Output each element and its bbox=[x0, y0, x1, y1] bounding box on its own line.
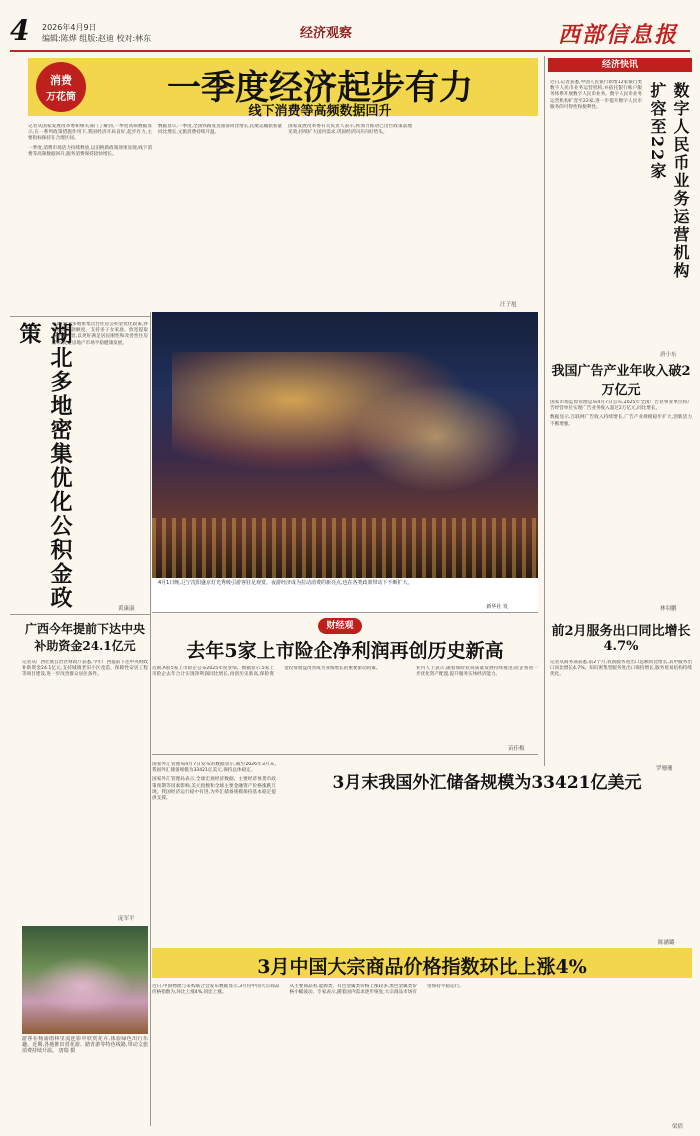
badge-line-2: 万花筒 bbox=[46, 92, 76, 103]
commodity-author: 梁倩 bbox=[672, 1124, 684, 1130]
flash-body-3 bbox=[550, 660, 692, 760]
flash-author-1: 唐小东 bbox=[660, 352, 677, 358]
photo-credit: 新华社 发 bbox=[486, 604, 508, 610]
divider bbox=[10, 316, 150, 317]
finance-badge: 财经观 bbox=[318, 618, 362, 634]
consumption-badge bbox=[36, 62, 86, 112]
divider bbox=[10, 614, 150, 615]
page-header bbox=[0, 0, 700, 62]
header-rule bbox=[10, 50, 690, 52]
lead-paragraph: 数据显示,一季度,全国铁路发送旅客同比增长,民航运输旅客量同比增长,文旅消费持续升温。 bbox=[158, 124, 282, 136]
flash-paragraph: 近日,记者获悉,中国人民银行新增12家银行类数字人民币业务运营机构,并依托银行账户服务体系开展数字人民币业务。数字人民币业务运营机构扩容至22家,进一步提升数字人民币服务的可得性和便利性。 bbox=[550, 80, 642, 110]
flower-photo bbox=[22, 926, 148, 1034]
commodity-title: 3月中国大宗商品价格指数环比上涨4% bbox=[257, 956, 587, 978]
lead-paragraph: 国家发展改革委有关负责人表示,将加力推动已出台政策落地见效,持续扩大国内需求,巩固经济回升向好势头。 bbox=[288, 124, 412, 136]
column-divider bbox=[150, 312, 151, 1126]
blossom-cluster bbox=[32, 956, 132, 1016]
flash-paragraph: 国家市场监督管理总局4月7日公布,2025年全国广告业事业单位和广告经营单位实现广告业务收入超过2万亿元,同比增长。 bbox=[550, 400, 692, 412]
lead-headline: 一季度经济起步有力 bbox=[167, 68, 473, 108]
badge-line-1: 消费 bbox=[50, 74, 72, 87]
column-divider bbox=[544, 56, 545, 766]
flash-body-1 bbox=[550, 80, 642, 358]
divider bbox=[152, 754, 538, 755]
page-number: 4 bbox=[10, 14, 30, 47]
photo-caption: 4月1日晚,辽宁沈阳盛京灯光秀吸引游客驻足观赏。夜游经济成为拉动消费的新亮点,也在各类政策带动下不断扩大。 bbox=[158, 580, 413, 586]
commodity-paragraph: 从主要商品看,能源类、有色金属类价格上涨较多,黑色金属类价格小幅波动。专家表示,随着国内需求逐步恢复,大宗商品市场有望保持平稳运行。 bbox=[289, 984, 464, 996]
lead-col-1 bbox=[28, 124, 152, 312]
guangxi-paragraph: 记者从广西壮族自治区财政厅获悉,今年广西提前下达中央财政补助资金24.1亿元,支持城镇老旧小区改造、保障性安居工程等项目建设,进一步改善群众居住条件。 bbox=[22, 660, 148, 678]
forex-paragraph: 国家外汇管理局4月7日发布的数据显示,截至2026年3月末,我国外汇储备规模为33421亿美元,保持总体稳定。 bbox=[152, 762, 276, 774]
flash-author-3: 罗珊珊 bbox=[656, 766, 673, 772]
lead-author: 汪子旭 bbox=[500, 302, 517, 308]
lead-col-3 bbox=[288, 124, 412, 312]
newspaper-logo: 西部信息报 bbox=[557, 22, 678, 48]
forex-body-col-1 bbox=[152, 762, 276, 942]
flash-title-3: 前2月服务出口同比增长4.7% bbox=[551, 624, 691, 654]
lead-paragraph: 一季度,消费市场活力持续释放,以旧换新政策效果显现,线下消费等高频数据回升,服务消费保持较快增长。 bbox=[28, 145, 152, 157]
forex-paragraph: 国家外汇管理局表示,全球宏观经济数据、主要经济体货币政策预期等因素影响,美元指数和全球主要金融资产价格涨跌互现。我国经济运行稳中有进,为外汇储备规模保持基本稳定提供支撑。 bbox=[152, 777, 276, 802]
flash-author-2: 林羽鹏 bbox=[660, 606, 677, 612]
news-flash-label-bar bbox=[548, 58, 692, 72]
flash-title-1: 数字人民币业务运营机构扩容至22家 bbox=[648, 82, 690, 280]
issue-date: 2026年4月9日 bbox=[42, 23, 97, 32]
light-glow bbox=[352, 382, 522, 492]
editors-line: 编辑:陈烨 组版:赵迪 校对:林东 bbox=[42, 34, 152, 43]
photo2-caption: 游客在杨浦雨林里流连影中欣赏花卉,体验绿色出行乐趣。近期,各地推出赏花游、踏青游等特色线路,带动文旅消费持续升温。 bbox=[22, 1036, 148, 1055]
flower-photo-caption bbox=[22, 1036, 148, 1126]
flash-body-2 bbox=[550, 400, 692, 602]
flash-paragraph: 数据显示,互联网广告收入持续增长,广告产业规模稳步扩大,创新活力不断增强。 bbox=[550, 415, 692, 427]
forex-author: 陈涵璐 bbox=[658, 940, 675, 946]
insurance-body bbox=[152, 666, 538, 746]
light-strings bbox=[152, 518, 538, 578]
commodity-paragraph: 近日,中国物流与采购联合会发布数据显示,3月份中国大宗商品价格指数为,环比上涨4%,同比上涨。 bbox=[152, 984, 280, 996]
lead-subtitle: 线下消费等高频数据回升 bbox=[248, 104, 392, 119]
guangxi-body bbox=[22, 660, 148, 914]
section-title: 经济观察 bbox=[300, 26, 353, 41]
night-lights-photo bbox=[152, 312, 538, 578]
flash-title-2: 我国广告产业年收入破2万亿元 bbox=[551, 364, 691, 398]
lead-paragraph: 记者从国家发展改革委和相关部门了解到,一季度高频数据显示,在一系列政策措施作用下,我国经济开局良好,起步有力,主要指标保持在合理区间。 bbox=[28, 124, 152, 142]
flash-paragraph: 记者从商务部获悉,前2个月,我国服务进出口总额同比增长,其中服务出口同比增长4.7%。知识密集型服务进出口保持增长,服务贸易结构持续优化。 bbox=[550, 660, 692, 678]
guangxi-title: 广西今年提前下达中央补助资金24.1亿元 bbox=[24, 622, 145, 653]
photo2-credit: 唐瑞 摄 bbox=[58, 1048, 76, 1055]
hubei-title: 湖北多地密集优化公积金政策 bbox=[16, 322, 73, 610]
insurance-paragraph: 近期,A股5家上市险企公布2025年度业绩。数据显示,5家上市险企去年合计实现净利润同比增长,再创历史新高,保险资金投资收益改善成为业绩增长的重要驱动因素。 bbox=[152, 666, 381, 678]
forex-body-col-2 bbox=[282, 792, 692, 938]
hubei-author: 黄康康 bbox=[118, 606, 135, 612]
guangxi-author: 庞军平 bbox=[118, 916, 135, 922]
forex-title: 3月末我国外汇储备规模为33421亿美元 bbox=[332, 773, 642, 793]
lead-col-4 bbox=[418, 124, 536, 304]
insurance-paragraph: 业内人士表示,随着保险业高质量发展持续推进,险企将进一步优化资产配置,提升服务实体经济能力。 bbox=[416, 666, 538, 678]
hubei-paragraph: 近期,湖北多地密集出台住房公积金优化政策,涉及提高贷款额度、支持多子女家庭、放宽提取条件等内容,以更好满足居民刚性和改善性住房需求,促进房地产市场平稳健康发展。 bbox=[52, 322, 148, 346]
hubei-body bbox=[52, 322, 148, 612]
lead-col-2 bbox=[158, 124, 282, 312]
commodity-body bbox=[152, 984, 692, 1124]
insurance-title: 去年5家上市险企净利润再创历史新高 bbox=[186, 640, 504, 662]
photo-caption-box bbox=[152, 578, 538, 613]
insurance-author: 苗佳梅 bbox=[508, 746, 525, 752]
news-flash-label: 经济快讯 bbox=[601, 60, 638, 70]
